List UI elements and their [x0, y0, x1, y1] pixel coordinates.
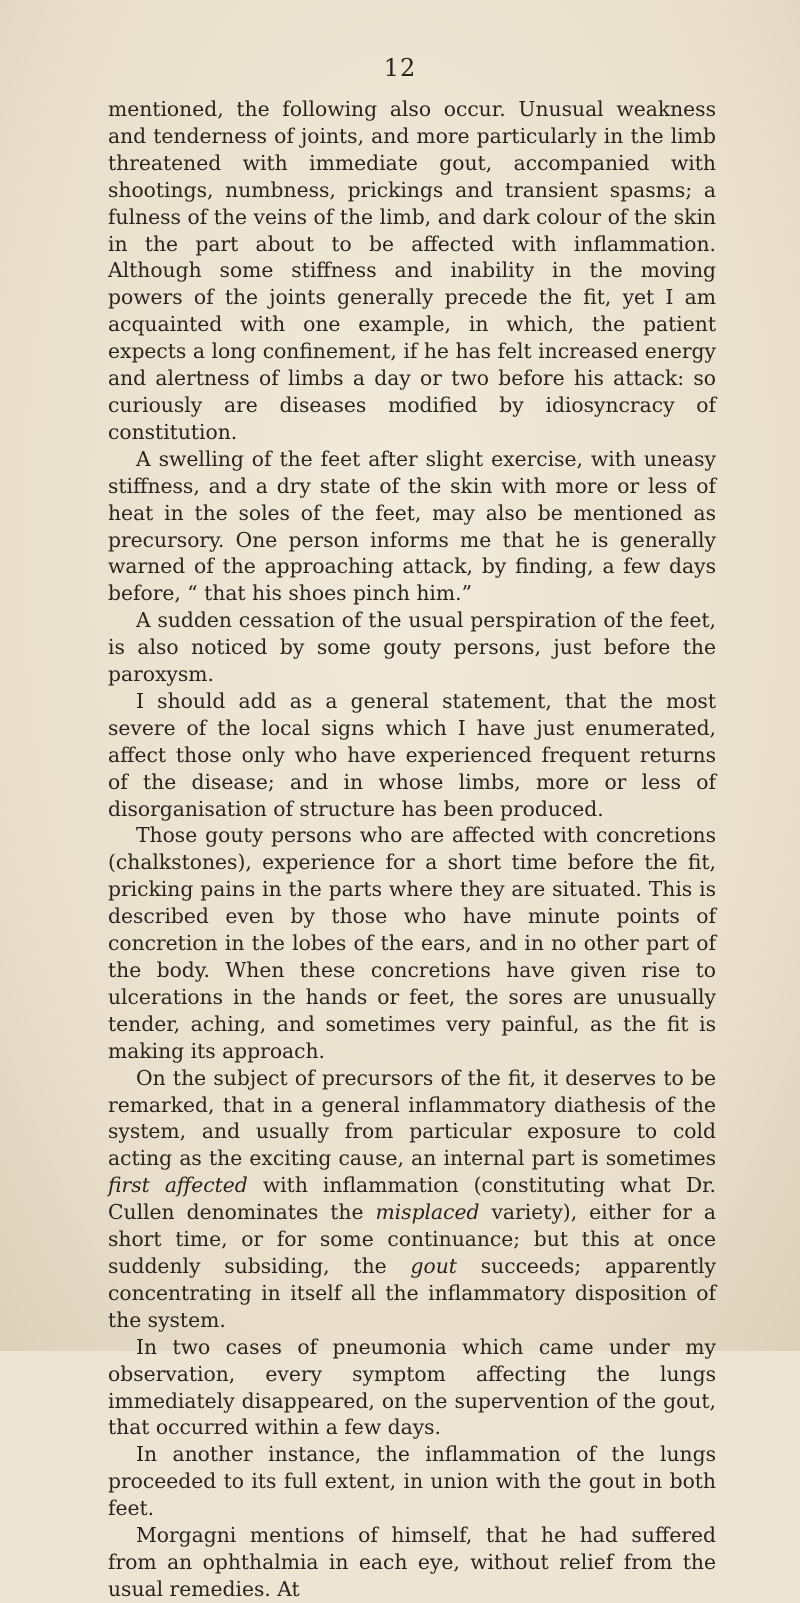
body-text	[108, 96, 716, 1603]
paragraph-text: mentioned, the following also occur. Unusual weakness and tenderness of joints, and more particularly in the limb threatened with immediate gout, accompanied with shootings, numbness, prickings and transient spasms; a fulness of the veins of the limb, and dark colour of the skin in the part about to be affected with inflammation. Although some stiffness and inability in the moving powers of the joints generally precede the fit, yet I am acquainted with one example, in which, the patient expects a long confinement, if he has felt increased energy and alertness of limbs a day or two before his attack: so curiously are diseases modified by idiosyncracy of constitution.	[108, 97, 716, 444]
paragraph-text: In two cases of pneumonia which came under my observation, every symptom affecting the lungs immediately disappeared, on the supervention of the gout, that occurred within a few days.	[108, 1334, 716, 1440]
paragraph	[108, 1441, 716, 1522]
paragraph	[108, 1334, 716, 1442]
paragraph-text: In another instance, the inflammation of the lungs proceeded to its full extent, in union with the gout in both feet.	[108, 1442, 716, 1521]
paragraph-text: A sudden cessation of the usual perspiration of the feet, is also noticed by some gouty persons, just before the paroxysm.	[108, 608, 716, 687]
paragraph-text: variety), either for a short time, or for some continuance; but this at once suddenly subsiding, the	[108, 1200, 716, 1278]
paragraph	[108, 1522, 716, 1603]
paragraph	[108, 96, 716, 446]
paragraph-text: with inflammation (constituting what Dr. Cullen denominates the	[108, 1173, 716, 1225]
paragraph-text: succeeds; apparently concentrating in itself all the inflammatory disposition of the system.	[108, 1253, 717, 1332]
italic-text: misplaced	[375, 1200, 480, 1225]
page-number: 12	[383, 54, 417, 82]
paragraph-text: A swelling of the feet after slight exercise, with uneasy stiffness, and a dry state of the skin with more or less of heat in the soles of the feet, may also be mentioned as precursory. One person informs me that he is generally warned of the approaching attack, by finding, a few days before, “ that his shoes pinch him.”	[108, 446, 716, 606]
paragraph-text: I should add as a general statement, that the most severe of the local signs which I have just enumerated, affect those only who have experienced frequent returns of the disease; and in whose limbs, more or less of disorganisation of structure has been produced.	[108, 688, 716, 821]
italic-text: gout	[410, 1253, 457, 1278]
paragraph	[108, 446, 716, 607]
paragraph-text: Those gouty persons who are affected with concretions (chalkstones), experience for a short time before the fit, pricking pains in the parts where they are situated. This is described even by those who have minute points of concretion in the lobes of the ears, and in no other part of the body. When these concretions have given rise to ulcerations in the hands or feet, the sores are unusually tender, aching, and sometimes very painful, as the fit is making its approach.	[108, 823, 716, 1063]
paragraph	[108, 688, 716, 823]
paragraph	[108, 1065, 716, 1334]
paragraph-text: On the subject of precursors of the fit, it deserves to be remarked, that in a general inflammatory diathesis of the system, and usually from particular exposure to cold acting as the exciting cause, an internal part is sometimes	[108, 1065, 716, 1171]
paragraph	[108, 822, 716, 1064]
italic-text: first affected	[108, 1173, 248, 1198]
paragraph	[108, 607, 716, 688]
paragraph-text: Morgagni mentions of himself, that he had suffered from an ophthalmia in each eye, without relief from the usual remedies. At	[108, 1523, 716, 1601]
